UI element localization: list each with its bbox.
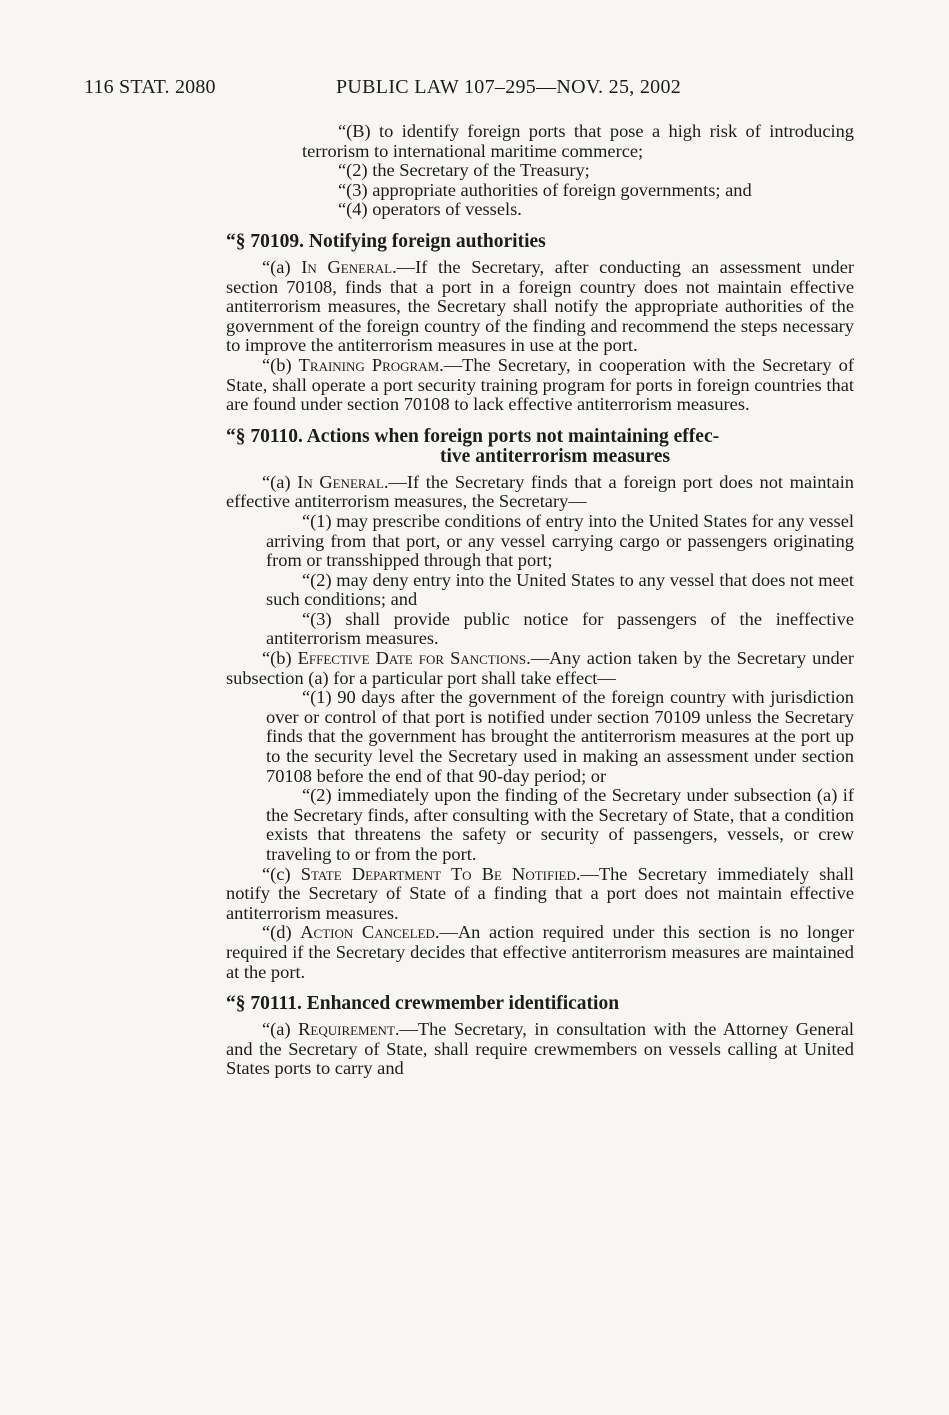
- section-70110-a-1: “(1) may prescribe conditions of entry into the United States for any vessel arriving from that port, or any vessel carrying cargo or passengers originating from or transshipped through that port;: [266, 510, 854, 571]
- section-70110-c: “(c) State Department To Be Notified.—The Secretary immediately shall notify the Secretary of State of a finding that a port does not maintain effective antiterrorism measures.: [226, 863, 854, 923]
- page-body: [226, 122, 854, 1079]
- item-3: “(3) appropriate authorities of foreign governments; and: [338, 179, 752, 200]
- running-head: [84, 76, 849, 100]
- subsection-label: In General: [301, 256, 393, 277]
- item-4: “(4) operators of vessels.: [338, 199, 522, 220]
- section-70110-b: “(b) Effective Date for Sanctions.—Any action taken by the Secretary under subsection (a) for a particular port shall take effect—: [226, 648, 854, 688]
- section-70111-a: “(a) Requirement.—The Secretary, in consultation with the Attorney General and the Secretary of State, shall require crewmembers on vessels calling at United States ports to carry and: [226, 1019, 854, 1079]
- section-70110-b-2: “(2) immediately upon the finding of the Secretary under subsection (a) if the Secretary finds, after consulting with the Secretary of State, that a condition exists that threatens the safety or security of passengers, vessels, or crew traveling to or from the port.: [266, 785, 854, 864]
- statute-citation: 116 STAT. 2080: [84, 76, 216, 98]
- section-70110-heading: “§ 70110. Actions when foreign ports not maintaining effec- tive antiterrorism measures: [226, 425, 720, 467]
- section-70109-a: “(a) In General.—If the Secretary, after conducting an assessment under section 70108, finds that a port in a foreign country does not maintain effective antiterrorism measures, the Secretary shall notify the appropriate authorities of the government of the foreign country of the finding and recommend the steps necessary to improve the antiterrorism measures in use at the port.: [226, 256, 854, 356]
- public-law-citation: PUBLIC LAW 107–295—NOV. 25, 2002: [336, 76, 682, 98]
- section-70109-heading: “§ 70109. Notifying foreign authorities: [226, 230, 546, 252]
- subsection-label: State Department To Be Notified: [300, 863, 576, 884]
- subsection-label: Action Canceled: [300, 922, 435, 943]
- section-70111-heading: “§ 70111. Enhanced crewmember identification: [226, 993, 620, 1015]
- section-70110-a-2: “(2) may deny entry into the United States to any vessel that does not meet such conditions; and: [266, 569, 854, 610]
- subsection-label: Effective Date for Sanctions: [297, 648, 527, 669]
- section-70109-b: “(b) Training Program.—The Secretary, in cooperation with the Secretary of State, shall operate a port security training program for ports in foreign countries that are found under section 70108 to lack effective antiterrorism measures.: [226, 354, 854, 415]
- subsection-label: Training Program: [298, 354, 440, 375]
- subsection-label: In General: [297, 471, 384, 492]
- section-70110-b-1: “(1) 90 days after the government of the foreign country with jurisdiction over or control of that port is notified under section 70109 unless the Secretary finds that the government has brought the antiterrorism measures at the port up to the security level the Secretary used in making an assessment under section 70108 before the end of that 90-day period; or: [266, 687, 854, 786]
- item-2: “(2) the Secretary of the Treasury;: [338, 160, 590, 181]
- subsection-label: Requirement: [298, 1019, 395, 1040]
- section-70110-a: “(a) In General.—If the Secretary finds that a foreign port does not maintain effective antiterrorism measures, the Secretary—: [226, 471, 854, 512]
- section-70110-d: “(d) Action Canceled.—An action required under this section is no longer required if the Secretary decides that effective antiterrorism measures are maintained at the port.: [226, 922, 854, 982]
- section-70110-a-3: “(3) shall provide public notice for passengers of the ineffective antiterrorism measures.: [266, 608, 854, 649]
- clause-b: “(B) to identify foreign ports that pose a high risk of introducing terrorism to international maritime commerce;: [302, 121, 854, 161]
